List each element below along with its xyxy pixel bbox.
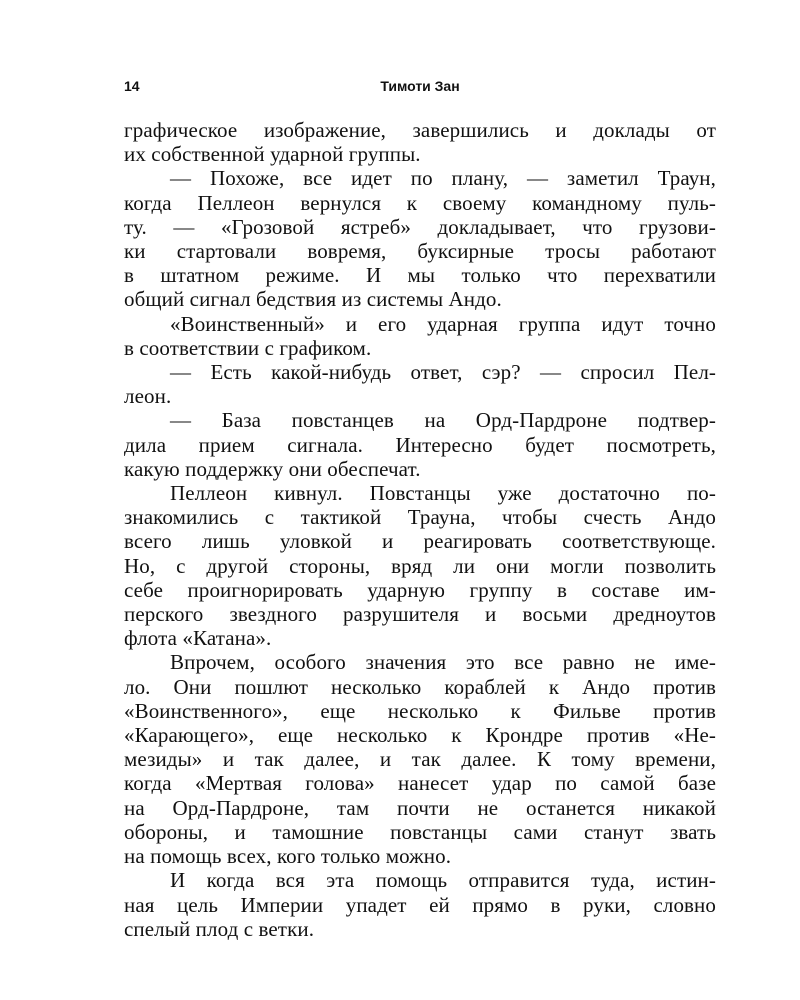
text-line: всего лишь уловкой и реагировать соответствующе.: [124, 529, 716, 554]
text-line: перского звездного разрушителя и восьми дредноутов: [124, 602, 716, 627]
text-line: на Орд-Пардроне, там почти не останется никакой: [124, 795, 716, 820]
book-page: [124, 78, 716, 941]
paragraph: [124, 360, 716, 408]
running-head: [124, 78, 716, 100]
text-line: когда «Мертвая голова» нанесет удар по самой базе: [124, 771, 716, 796]
paragraph: [124, 118, 716, 166]
text-line: ная цель Империи упадет ей прямо в руки, словно: [124, 892, 716, 917]
text-line: «Воинственный» и его ударная группа идут точно: [170, 311, 716, 336]
text-line: дила прием сигнала. Интересно будет посмотреть,: [124, 432, 716, 457]
text-line: — Есть какой-нибудь ответ, сэр? — спросил Пел-: [170, 360, 716, 385]
text-line: ки стартовали вовремя, буксирные тросы работают: [124, 239, 716, 264]
text-line: «Воинственного», еще несколько к Фильве против: [124, 698, 716, 723]
text-line: «Карающего», еще несколько к Крондре против «Не-: [124, 723, 716, 748]
text-line: на помощь всех, кого только можно.: [124, 844, 452, 869]
text-line: в соответствии с графиком.: [124, 335, 372, 360]
text-line: флота «Катана».: [124, 626, 272, 651]
text-line: Но, с другой стороны, вряд ли они могли позволить: [124, 553, 716, 578]
text-line: ло. Они пошлют несколько кораблей к Андо против: [124, 674, 716, 699]
text-line: когда Пеллеон вернулся к своему командному пуль-: [124, 190, 716, 215]
text-line: какую поддержку они обеспечат.: [124, 456, 421, 481]
paragraph: [124, 481, 716, 650]
text-line: леон.: [124, 384, 172, 409]
text-line: спелый плод с ветки.: [124, 916, 315, 941]
text-line: — База повстанцев на Орд-Пардроне подтвер-: [170, 408, 716, 433]
text-line: обороны, и тамошние повстанцы сами станут звать: [124, 819, 716, 844]
paragraph: [124, 312, 716, 360]
text-line: общий сигнал бедствия из системы Андо.: [124, 287, 502, 312]
text-line: в штатном режиме. И мы только что перехватили: [124, 263, 716, 288]
text-line: ту. — «Грозовой ястреб» докладывает, что грузови-: [124, 214, 716, 239]
text-line: И когда вся эта помощь отправится туда, истин-: [170, 868, 716, 893]
text-line: мезиды» и так далее, и так далее. К тому времени,: [124, 747, 716, 772]
paragraph: [124, 650, 716, 868]
paragraph: [124, 408, 716, 481]
text-line: себе проигнорировать ударную группу в составе им-: [124, 577, 716, 602]
text-line: Впрочем, особого значения это все равно не име-: [170, 650, 716, 675]
running-title-author: Тимоти Зан: [380, 78, 460, 94]
text-line: графическое изображение, завершились и доклады от: [124, 118, 716, 142]
paragraph: [124, 868, 716, 941]
text-line: их собственной ударной группы.: [124, 142, 421, 167]
text-line: Пеллеон кивнул. Повстанцы уже достаточно по-: [170, 481, 716, 506]
text-line: знакомились с тактикой Трауна, чтобы счесть Андо: [124, 505, 716, 530]
text-line: — Похоже, все идет по плану, — заметил Траун,: [170, 166, 716, 191]
body-text: [124, 118, 716, 941]
paragraph: [124, 166, 716, 311]
page-number: 14: [124, 78, 140, 94]
